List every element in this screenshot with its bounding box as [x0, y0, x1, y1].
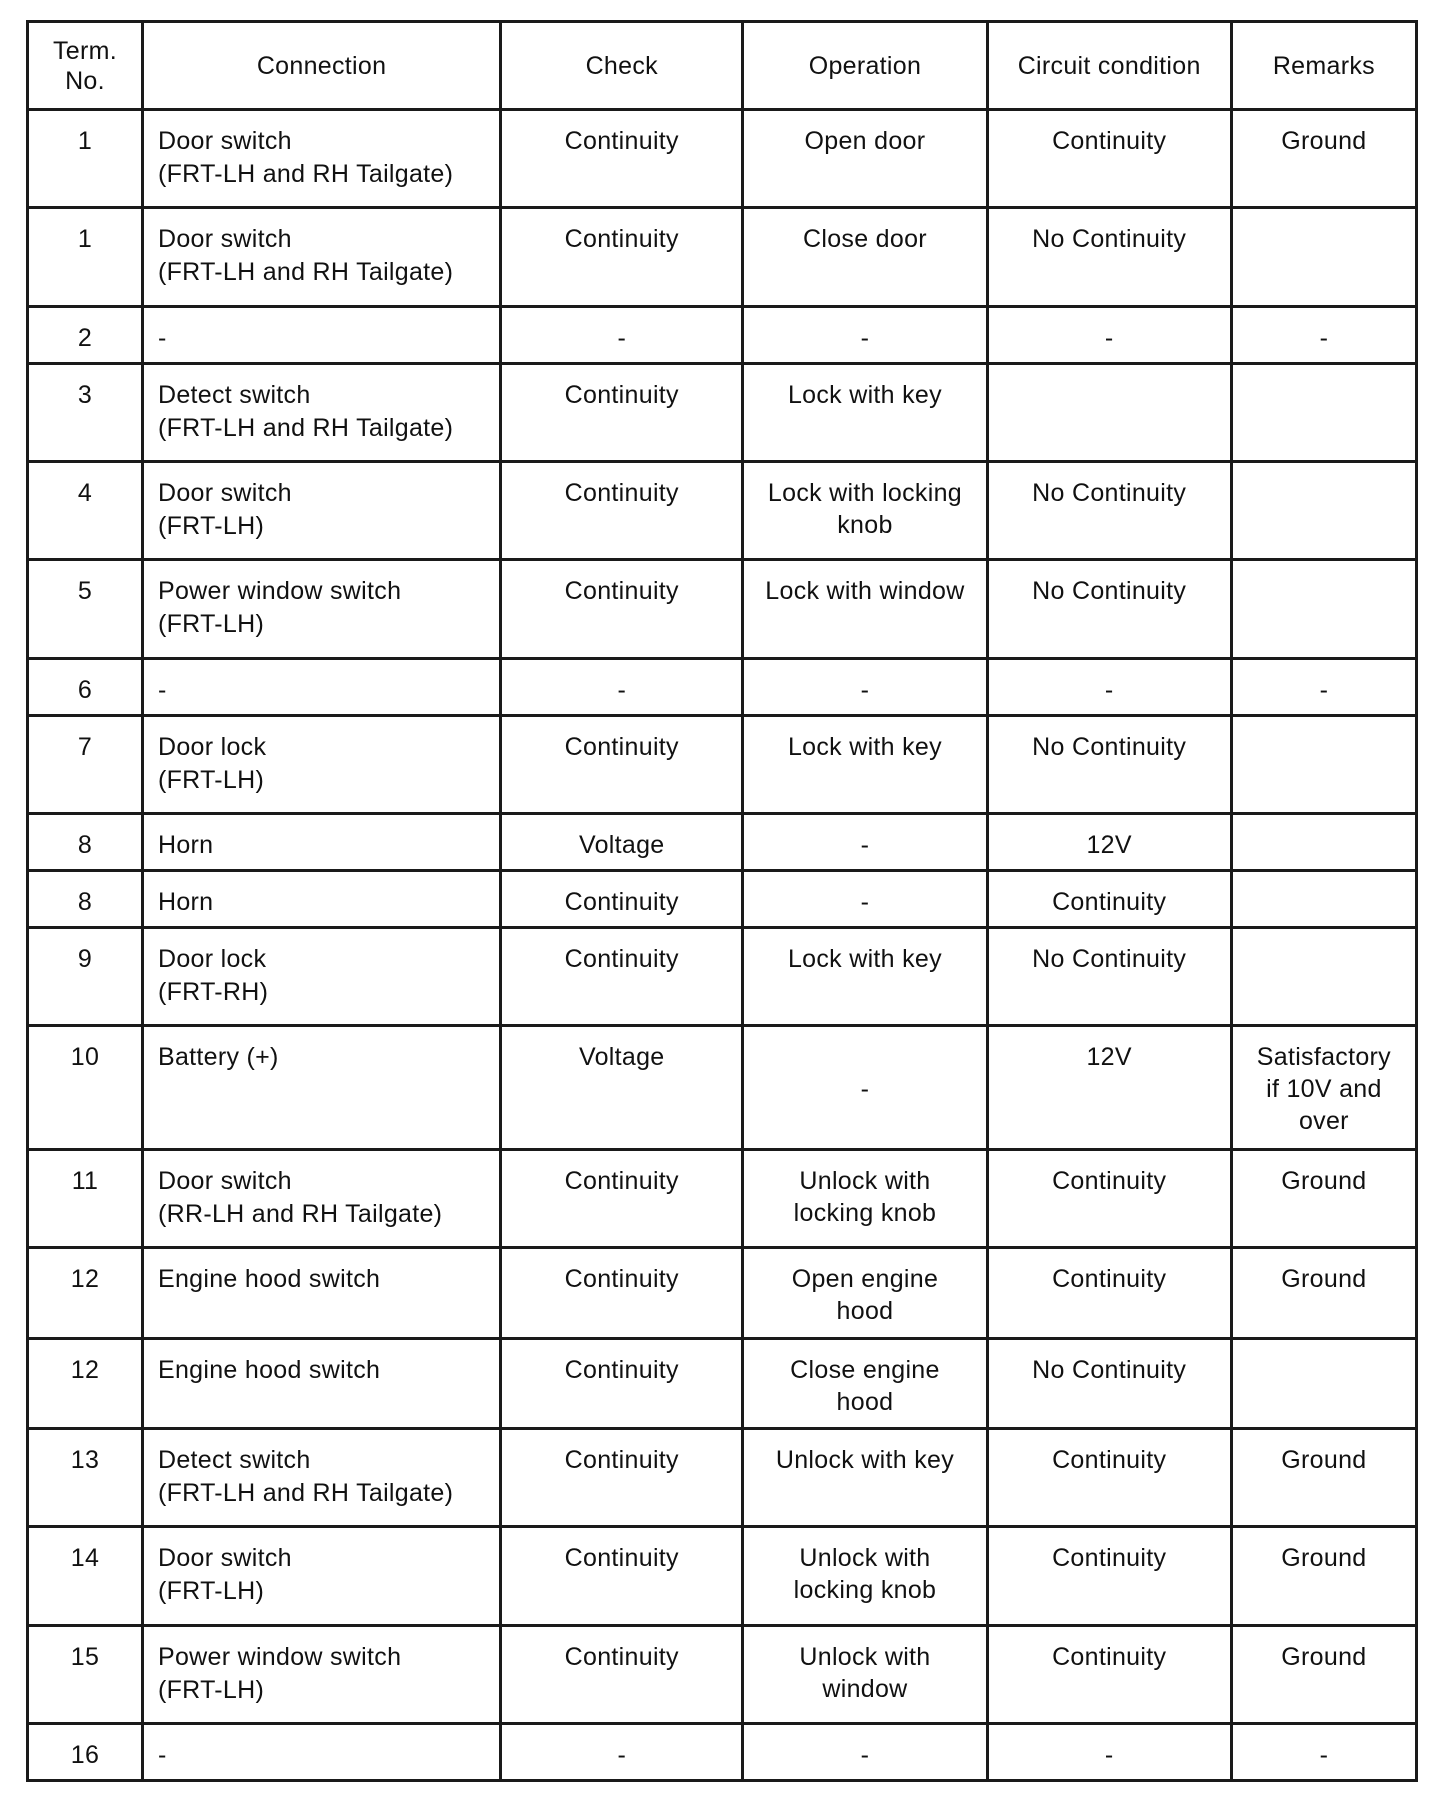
- circuit-condition-cell: -: [987, 658, 1231, 715]
- connection-cell: [142, 1724, 500, 1781]
- check-cell: Continuity: [501, 927, 743, 1025]
- connection-cell: [142, 462, 500, 560]
- term-no-cell: 1: [28, 110, 143, 208]
- table-row: [28, 870, 1417, 927]
- connection-cell: [142, 715, 500, 813]
- operation-cell: -: [743, 870, 987, 927]
- remarks-cell: Satisfactory if 10V and over: [1231, 1026, 1416, 1150]
- header-remarks: Remarks: [1231, 22, 1416, 110]
- connection-name: -: [157, 675, 167, 704]
- operation-cell: -: [743, 306, 987, 363]
- connection-detail: (FRT-LH): [157, 1675, 265, 1704]
- check-cell: -: [501, 306, 743, 363]
- operation-cell: -: [743, 1724, 987, 1781]
- remarks-cell: Ground: [1231, 1527, 1416, 1625]
- table-row: [28, 363, 1417, 461]
- connection-detail: (FRT-RH): [157, 977, 269, 1006]
- circuit-condition-cell: Continuity: [987, 870, 1231, 927]
- connection-name: Door switch: [157, 479, 292, 508]
- header-row: [28, 22, 1417, 110]
- term-no-cell: 8: [28, 870, 143, 927]
- table-row: [28, 208, 1417, 306]
- connection-name: Door switch: [157, 127, 292, 155]
- table-row: [28, 560, 1417, 658]
- circuit-condition-cell: [987, 363, 1231, 461]
- connection-cell: [142, 1149, 500, 1247]
- term-no-cell: 11: [28, 1149, 143, 1247]
- term-no-cell: 5: [28, 560, 143, 658]
- table-row: [28, 715, 1417, 813]
- connection-cell: [142, 1527, 500, 1625]
- circuit-condition-cell: No Continuity: [987, 1338, 1231, 1428]
- circuit-condition-cell: No Continuity: [987, 208, 1231, 306]
- operation-cell: Unlock with window: [743, 1625, 987, 1723]
- connection-cell: [142, 1338, 500, 1428]
- table-row: [28, 110, 1417, 208]
- connection-cell: [142, 560, 500, 658]
- circuit-condition-cell: 12V: [987, 1026, 1231, 1150]
- connection-cell: [142, 658, 500, 715]
- connection-name: Detect switch: [157, 1445, 311, 1474]
- operation-cell: Open door: [743, 110, 987, 208]
- remarks-cell: [1231, 560, 1416, 658]
- connection-detail: (FRT-LH): [157, 512, 265, 541]
- term-no-cell: 12: [28, 1248, 143, 1338]
- remarks-cell: [1231, 208, 1416, 306]
- operation-cell: Unlock with key: [743, 1428, 987, 1526]
- connection-cell: [142, 814, 500, 871]
- table-row: [28, 1026, 1417, 1150]
- check-cell: Voltage: [501, 1026, 743, 1150]
- connection-cell: [142, 110, 500, 208]
- operation-cell: Lock with key: [743, 927, 987, 1025]
- remarks-cell: [1231, 1338, 1416, 1428]
- connection-cell: [142, 870, 500, 927]
- check-cell: Continuity: [501, 1248, 743, 1338]
- connection-name: Engine hood switch: [157, 1355, 381, 1384]
- connection-name: Door switch: [157, 1544, 292, 1573]
- connection-name: -: [157, 1741, 167, 1770]
- connection-detail: (FRT-LH): [157, 1577, 265, 1606]
- check-cell: Continuity: [501, 208, 743, 306]
- operation-cell: Lock with key: [743, 715, 987, 813]
- circuit-condition-cell: 12V: [987, 814, 1231, 871]
- connection-name: Battery (+): [157, 1043, 279, 1072]
- operation-cell: Close door: [743, 208, 987, 306]
- remarks-cell: -: [1231, 1724, 1416, 1781]
- check-cell: Continuity: [501, 110, 743, 208]
- term-no-cell: 15: [28, 1625, 143, 1723]
- table-row: [28, 1248, 1417, 1338]
- check-cell: Continuity: [501, 1338, 743, 1428]
- connection-detail: (FRT-LH and RH Tailgate): [157, 1478, 454, 1507]
- operation-cell: Unlock with locking knob: [743, 1149, 987, 1247]
- circuit-condition-cell: Continuity: [987, 1527, 1231, 1625]
- table-row: [28, 1724, 1417, 1781]
- term-no-cell: 3: [28, 363, 143, 461]
- remarks-cell: Ground: [1231, 1248, 1416, 1338]
- circuit-condition-cell: No Continuity: [987, 560, 1231, 658]
- header-check: Check: [501, 22, 743, 110]
- connection-name: -: [157, 323, 167, 352]
- table-row: [28, 658, 1417, 715]
- connection-cell: [142, 208, 500, 306]
- operation-cell: Lock with window: [743, 560, 987, 658]
- term-no-cell: 7: [28, 715, 143, 813]
- connection-name: Detect switch: [157, 380, 311, 409]
- remarks-cell: Ground: [1231, 1428, 1416, 1526]
- remarks-cell: Ground: [1231, 1149, 1416, 1247]
- remarks-cell: Ground: [1231, 110, 1416, 208]
- connection-cell: [142, 1625, 500, 1723]
- table-row: [28, 1625, 1417, 1723]
- connection-detail: (FRT-LH and RH Tailgate): [157, 258, 454, 287]
- term-no-cell: 12: [28, 1338, 143, 1428]
- check-cell: Continuity: [501, 1527, 743, 1625]
- circuit-condition-cell: Continuity: [987, 110, 1231, 208]
- connection-name: Horn: [157, 887, 214, 916]
- table-row: [28, 1527, 1417, 1625]
- check-cell: Continuity: [501, 560, 743, 658]
- term-no-cell: 14: [28, 1527, 143, 1625]
- terminal-check-sheet: [26, 20, 1418, 1782]
- circuit-condition-cell: Continuity: [987, 1149, 1231, 1247]
- header-circuit-condition: Circuit condition: [987, 22, 1231, 110]
- table-row: [28, 306, 1417, 363]
- circuit-condition-cell: Continuity: [987, 1428, 1231, 1526]
- remarks-cell: -: [1231, 306, 1416, 363]
- operation-cell: Open engine hood: [743, 1248, 987, 1338]
- term-no-cell: 16: [28, 1724, 143, 1781]
- connection-cell: [142, 927, 500, 1025]
- table-row: [28, 927, 1417, 1025]
- check-cell: Continuity: [501, 715, 743, 813]
- table-row: [28, 462, 1417, 560]
- circuit-condition-cell: -: [987, 306, 1231, 363]
- check-cell: Continuity: [501, 1149, 743, 1247]
- circuit-condition-cell: Continuity: [987, 1248, 1231, 1338]
- connection-name: Door lock: [157, 944, 267, 973]
- remarks-cell: [1231, 462, 1416, 560]
- connection-name: Power window switch: [157, 1642, 402, 1671]
- remarks-cell: [1231, 715, 1416, 813]
- connection-cell: [142, 1428, 500, 1526]
- connection-name: Power window switch: [157, 577, 402, 606]
- connection-cell: [142, 1026, 500, 1150]
- table-body: [28, 110, 1417, 1781]
- connection-cell: [142, 306, 500, 363]
- terminal-check-table: [26, 20, 1418, 1782]
- term-no-cell: 13: [28, 1428, 143, 1526]
- circuit-condition-cell: No Continuity: [987, 927, 1231, 1025]
- operation-cell: -: [743, 1026, 987, 1150]
- connection-detail: (FRT-LH): [157, 765, 265, 794]
- connection-cell: [142, 363, 500, 461]
- connection-name: Horn: [157, 831, 214, 860]
- circuit-condition-cell: No Continuity: [987, 462, 1231, 560]
- header-operation: Operation: [743, 22, 987, 110]
- check-cell: Continuity: [501, 363, 743, 461]
- table-row: [28, 1428, 1417, 1526]
- term-no-cell: 10: [28, 1026, 143, 1150]
- connection-name: Door switch: [157, 1166, 292, 1195]
- table-row: [28, 814, 1417, 871]
- table-row: [28, 1338, 1417, 1428]
- header-term-no: Term. No.: [28, 22, 143, 110]
- operation-cell: Lock with key: [743, 363, 987, 461]
- circuit-condition-cell: -: [987, 1724, 1231, 1781]
- remarks-cell: [1231, 363, 1416, 461]
- connection-detail: (FRT-LH and RH Tailgate): [157, 160, 454, 188]
- check-cell: Continuity: [501, 462, 743, 560]
- term-no-cell: 2: [28, 306, 143, 363]
- connection-name: Door switch: [157, 225, 292, 254]
- operation-cell: -: [743, 814, 987, 871]
- term-no-cell: 4: [28, 462, 143, 560]
- term-no-cell: 9: [28, 927, 143, 1025]
- connection-detail: (FRT-LH): [157, 610, 265, 639]
- connection-detail: (FRT-LH and RH Tailgate): [157, 413, 454, 442]
- remarks-cell: Ground: [1231, 1625, 1416, 1723]
- check-cell: Voltage: [501, 814, 743, 871]
- remarks-cell: -: [1231, 658, 1416, 715]
- circuit-condition-cell: Continuity: [987, 1625, 1231, 1723]
- remarks-cell: [1231, 927, 1416, 1025]
- check-cell: Continuity: [501, 870, 743, 927]
- circuit-condition-cell: No Continuity: [987, 715, 1231, 813]
- operation-cell: -: [743, 658, 987, 715]
- check-cell: -: [501, 658, 743, 715]
- connection-name: Engine hood switch: [157, 1265, 381, 1294]
- check-cell: -: [501, 1724, 743, 1781]
- connection-cell: [142, 1248, 500, 1338]
- remarks-cell: [1231, 814, 1416, 871]
- connection-detail: (RR-LH and RH Tailgate): [157, 1199, 443, 1228]
- term-no-cell: 8: [28, 814, 143, 871]
- term-no-cell: 1: [28, 208, 143, 306]
- operation-cell: Close engine hood: [743, 1338, 987, 1428]
- operation-cell: Unlock with locking knob: [743, 1527, 987, 1625]
- remarks-cell: [1231, 870, 1416, 927]
- table-row: [28, 1149, 1417, 1247]
- header-connection: Connection: [142, 22, 500, 110]
- check-cell: Continuity: [501, 1428, 743, 1526]
- connection-name: Door lock: [157, 732, 267, 761]
- check-cell: Continuity: [501, 1625, 743, 1723]
- term-no-cell: 6: [28, 658, 143, 715]
- operation-cell: Lock with locking knob: [743, 462, 987, 560]
